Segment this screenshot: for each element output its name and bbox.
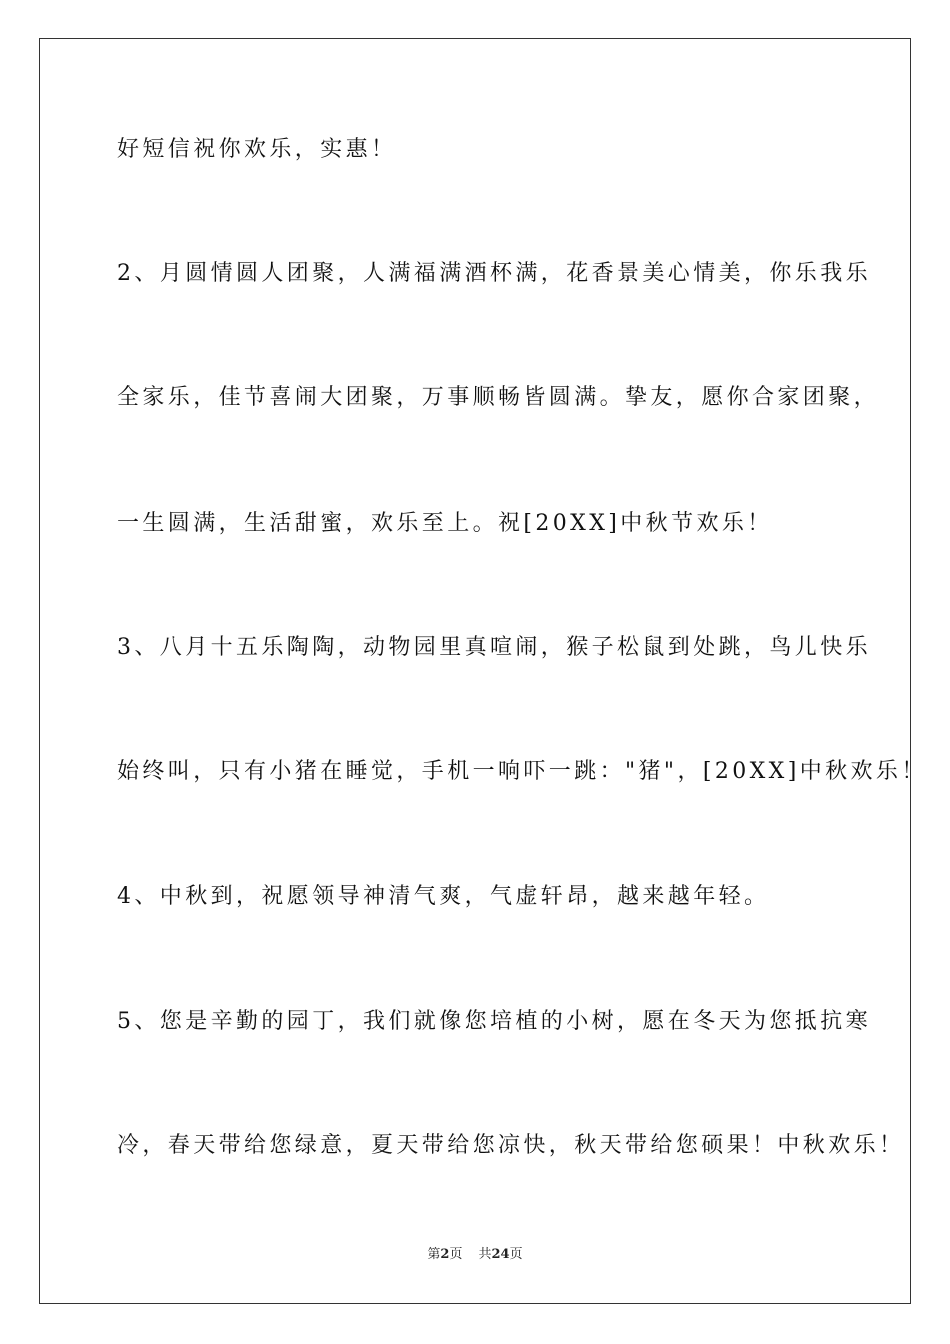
page-border [39,38,911,1304]
total-suffix: 页 [509,1247,523,1262]
text-line-4: 一生圆满，生活甜蜜，欢乐至上。祝[20XX]中秋节欢乐！ [117,511,773,536]
text-line-1: 好短信祝你欢乐，实惠！ [117,137,397,162]
text-line-2: 2、月圆情圆人团聚，人满福满酒杯满，花香景美心情美，你乐我乐 [117,261,871,286]
text-line-9: 冷，春天带给您绿意，夏天带给您凉快，秋天带给您硕果！中秋欢乐！ [117,1133,905,1158]
page-number: 2 [440,1247,450,1262]
total-pages: 24 [491,1247,510,1262]
page-prefix: 第 [427,1247,441,1262]
text-line-3: 全家乐，佳节喜闹大团聚，万事顺畅皆圆满。挚友，愿你合家团聚， [117,385,880,410]
text-line-6: 始终叫，只有小猪在睡觉，手机一响吓一跳："猪"，[20XX]中秋欢乐！ [117,759,927,784]
page-footer [0,1245,950,1265]
text-line-8: 5、您是辛勤的园丁，我们就像您培植的小树，愿在冬天为您抵抗寒 [117,1009,871,1034]
text-line-5: 3、八月十五乐陶陶，动物园里真喧闹，猴子松鼠到处跳，鸟儿快乐 [117,635,871,660]
text-line-7: 4、中秋到，祝愿领导神清气爽，气虚轩昂，越来越年轻。 [117,884,770,909]
total-prefix: 共 [478,1247,492,1262]
page-suffix: 页 [449,1247,463,1262]
